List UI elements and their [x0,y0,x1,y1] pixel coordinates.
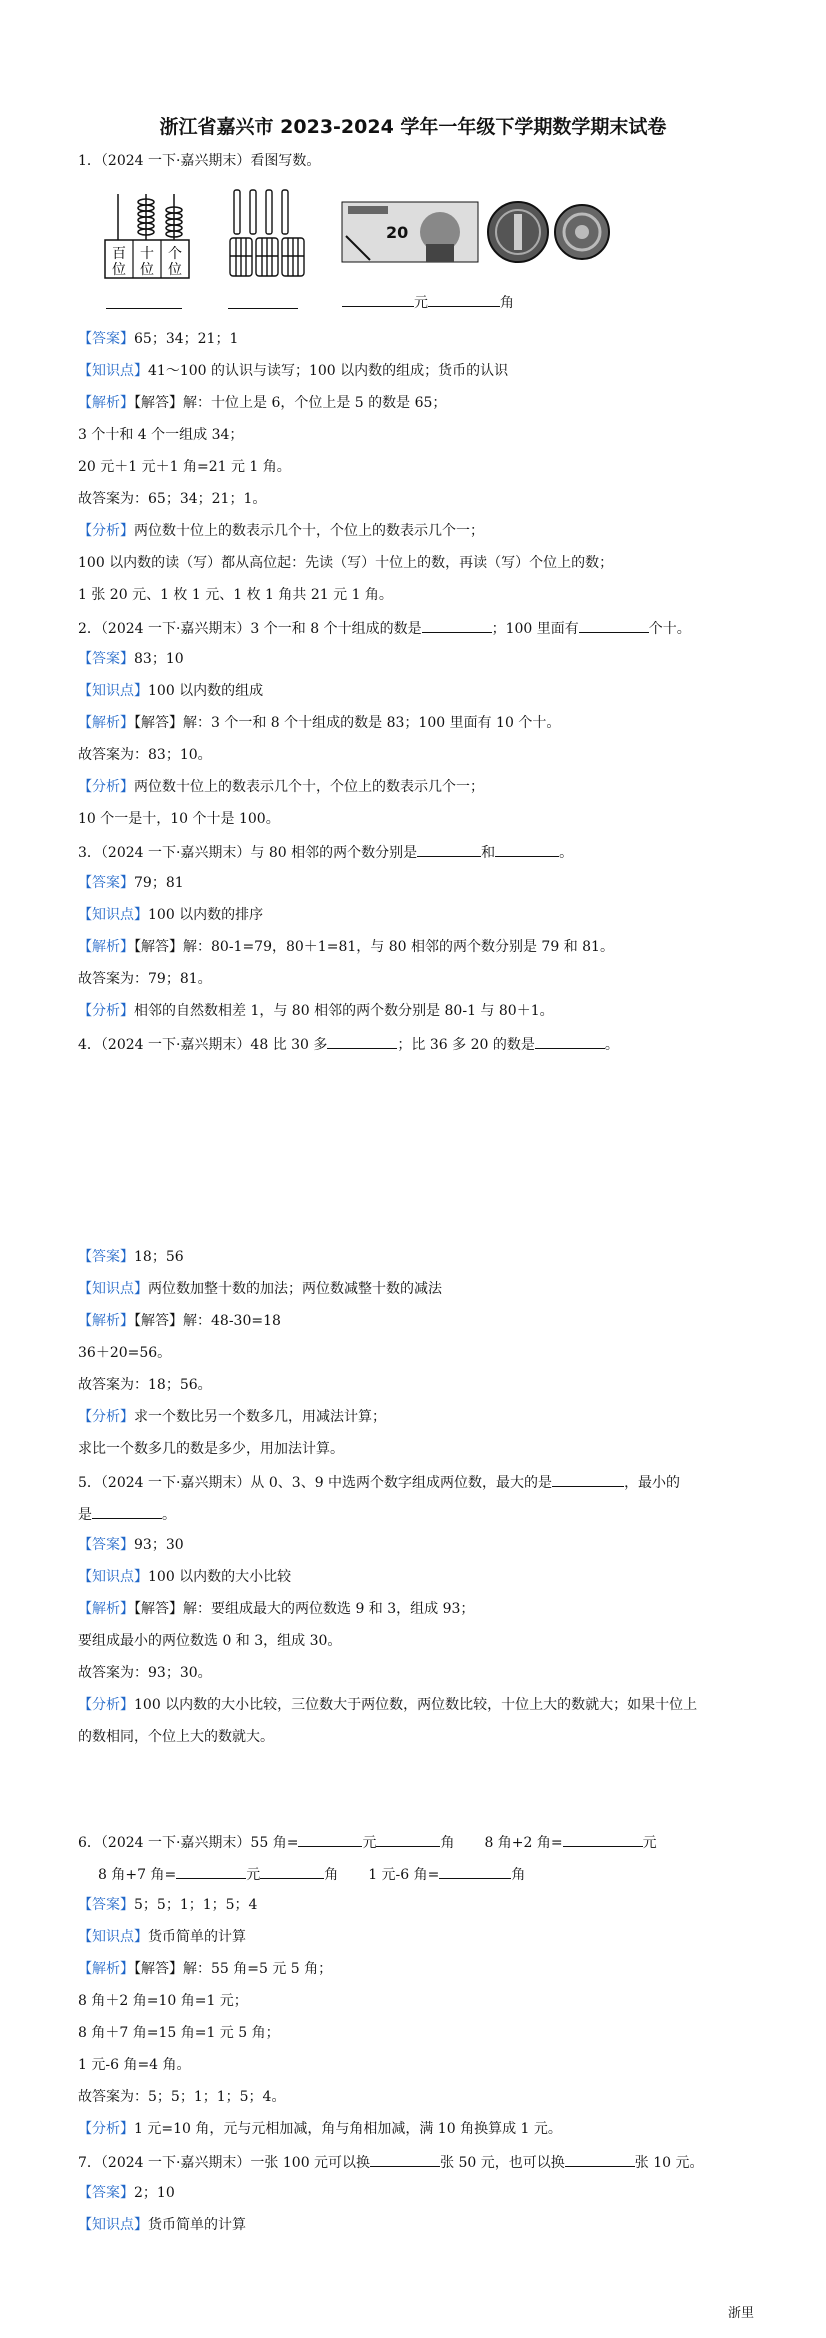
q4-line-1: 36＋20=56。 [78,1345,172,1361]
q7-knowledge-point: 【知识点】货币简单的计算 [78,2217,246,2233]
label-wei-1: 位 [112,262,126,278]
q5-blank-1[interactable] [552,1472,624,1487]
q6-analysis: 【分析】1 元=10 角，元与元相加减，角与角相加减，满 10 角换算成 1 元。 [78,2121,562,2137]
q1-line-4: 100 以内数的读（写）都从高位起：先读（写）十位上的数，再读（写）个位上的数； [78,555,614,571]
section-tag: 【解析】 [78,395,134,411]
q1-blank-jiao[interactable] [428,292,500,307]
q6-blank-1[interactable] [298,1832,362,1847]
q5-stem: 5．（2024 一下·嘉兴期末）从 0、3、9 中选两个数字组成两位数，最大的是 ，最小的 [78,1472,680,1492]
q2-knowledge-point: 【知识点】100 以内数的组成 [78,683,264,699]
section-tag: 【答案】 [78,1249,134,1265]
q3-analysis: 【分析】相邻的自然数相差 1，与 80 相邻的两个数分别是 80-1 与 80＋1。 [78,1003,554,1019]
page-footer: 浙里 [727,2306,754,2321]
q5-line-2: 故答案为：93；30。 [78,1665,212,1681]
section-tag: 【解析】 [78,1601,134,1617]
q5-answer: 【答案】93；30 [78,1537,184,1553]
q1-line-2: 20 元＋1 元＋1 角=21 元 1 角。 [78,459,291,475]
section-tag: 【知识点】 [78,1929,148,1945]
q4-line-3: 求比一个数多几的数是多少，用加法计算。 [78,1441,344,1457]
section-tag: 【分析】 [78,779,134,795]
q2-explanation: 【解析】【解答】解：3 个一和 8 个十组成的数是 83；100 里面有 10 个十。 [78,715,561,731]
q6-stem-cont: 8 角+7 角= 元 角 1 元-6 角= 角 [98,1864,525,1884]
q1-answer: 【答案】65；34；21；1 [78,331,239,347]
q1-stem: 1．（2024 一下·嘉兴期末）看图写数。 [78,153,321,169]
section-tag: 【答案】 [78,2185,134,2201]
section-tag: 【分析】 [78,1409,134,1425]
q5-line-3: 的数相同，个位上大的数就大。 [78,1729,274,1745]
q4-knowledge-point: 【知识点】两位数加整十数的加法；两位数减整十数的减法 [78,1281,442,1297]
label-bai: 百 [112,246,126,262]
q6-knowledge-point: 【知识点】货币简单的计算 [78,1929,246,1945]
q5-stem-cont: 是 。 [78,1504,176,1524]
money-figure [340,196,618,268]
q2-analysis: 【分析】两位数十位上的数表示几个十，个位上的数表示几个一； [78,779,484,795]
q7-answer: 【答案】2；10 [78,2185,175,2201]
q1-line-5: 1 张 20 元、1 枚 1 元、1 枚 1 角共 21 元 1 角。 [78,587,393,603]
q7-blank-1[interactable] [370,2152,440,2167]
section-tag: 【答案】 [78,1897,134,1913]
label-ge: 个 [168,246,182,262]
section-tag: 【解析】 [78,715,134,731]
q1-blank-abacus[interactable] [106,292,182,309]
q6-line-3: 1 元-6 角=4 角。 [78,2057,191,2073]
q3-blank-1[interactable] [417,842,481,857]
q2-line-2: 10 个一是十，10 个十是 100。 [78,811,280,827]
q5-analysis: 【分析】100 以内数的大小比较，三位数大于两位数，两位数比较，十位上大的数就大；如果十位上 [78,1697,698,1713]
section-tag: 【答案】 [78,651,134,667]
q1-line-3: 故答案为：65；34；21；1。 [78,491,267,507]
section-tag: 【知识点】 [78,683,148,699]
q6-blank-3[interactable] [563,1832,643,1847]
section-tag: 【分析】 [78,523,134,539]
q1-knowledge-point: 【知识点】41～100 的认识与读写；100 以内数的组成；货币的认识 [78,363,509,379]
q1-money-blanks: 元 角 [342,292,514,312]
q2-blank-1[interactable] [422,618,492,633]
q1-blank-sticks[interactable] [228,292,298,309]
q1-line-1: 3 个十和 4 个一组成 34； [78,427,244,443]
q4-answer: 【答案】18；56 [78,1249,184,1265]
q6-line-4: 故答案为：5；5；1；1；5；4。 [78,2089,286,2105]
q6-answer: 【答案】5；5；1；1；5；4 [78,1897,258,1913]
section-tag: 【知识点】 [78,907,148,923]
q7-blank-2[interactable] [565,2152,635,2167]
label-wei-3: 位 [168,262,182,278]
section-tag: 【解析】 [78,1961,134,1977]
q4-analysis: 【分析】求一个数比另一个数多几，用减法计算； [78,1409,386,1425]
q3-answer: 【答案】79；81 [78,875,184,891]
section-tag: 【分析】 [78,1003,134,1019]
q4-blank-2[interactable] [535,1034,605,1049]
q6-blank-4[interactable] [176,1864,246,1879]
section-tag: 【解析】 [78,1313,134,1329]
section-tag: 【知识点】 [78,1569,148,1585]
q3-blank-2[interactable] [495,842,559,857]
q3-explanation: 【解析】【解答】解：80-1=79，80＋1=81，与 80 相邻的两个数分别是 79 和 81。 [78,939,614,955]
label-shi: 十 [140,246,154,262]
section-tag: 【答案】 [78,875,134,891]
q1-blank-yuan[interactable] [342,292,414,307]
q2-answer: 【答案】83；10 [78,651,184,667]
q3-knowledge-point: 【知识点】100 以内数的排序 [78,907,264,923]
q6-blank-2[interactable] [376,1832,440,1847]
q1-analysis: 【分析】两位数十位上的数表示几个十，个位上的数表示几个一； [78,523,484,539]
q6-blank-6[interactable] [439,1864,511,1879]
section-tag: 【答案】 [78,1537,134,1553]
q5-line-1: 要组成最小的两位数选 0 和 3，组成 30。 [78,1633,342,1649]
section-tag: 【知识点】 [78,363,148,379]
q1-explanation: 【解析】【解答】解：十位上是 6，个位上是 5 的数是 65； [78,395,447,411]
q2-stem: 2．（2024 一下·嘉兴期末）3 个一和 8 个十组成的数是 ；100 里面有 个十。 [78,618,691,638]
q6-line-2: 8 角＋7 角=15 角=1 元 5 角； [78,2025,280,2041]
q5-blank-2[interactable] [92,1504,162,1519]
q4-stem: 4．（2024 一下·嘉兴期末）48 比 30 多 ；比 36 多 20 的数是 。 [78,1034,619,1054]
sticks-bundle-figure [228,186,310,278]
section-tag: 【知识点】 [78,2217,148,2233]
q4-blank-1[interactable] [327,1034,397,1049]
q4-explanation: 【解析】【解答】解：48-30=18 [78,1313,281,1329]
section-tag: 【解析】 [78,939,134,955]
svg-text:20: 20 [386,223,409,242]
q4-line-2: 故答案为：18；56。 [78,1377,212,1393]
q3-stem: 3．（2024 一下·嘉兴期末）与 80 相邻的两个数分别是 和 。 [78,842,573,862]
q2-blank-2[interactable] [579,618,649,633]
page-title: 浙江省嘉兴市 2023-2024 学年一年级下学期数学期末试卷 [159,116,667,138]
label-wei-2: 位 [140,262,154,278]
section-tag: 【分析】 [78,1697,134,1713]
q5-explanation: 【解析】【解答】解：要组成最大的两位数选 9 和 3，组成 93； [78,1601,475,1617]
q6-explanation: 【解析】【解答】解：55 角=5 元 5 角； [78,1961,333,1977]
q6-stem: 6．（2024 一下·嘉兴期末）55 角= 元 角 8 角+2 角= 元 [78,1832,657,1852]
q5-knowledge-point: 【知识点】100 以内数的大小比较 [78,1569,292,1585]
section-tag: 【答案】 [78,331,134,347]
q3-line-1: 故答案为：79；81。 [78,971,212,987]
section-tag: 【分析】 [78,2121,134,2137]
q2-line-1: 故答案为：83；10。 [78,747,212,763]
q6-blank-5[interactable] [260,1864,324,1879]
q7-stem: 7．（2024 一下·嘉兴期末）一张 100 元可以换 张 50 元，也可以换 张 10 元。 [78,2152,704,2172]
abacus-beads [138,199,182,237]
abacus-figure [104,184,190,280]
section-tag: 【知识点】 [78,1281,148,1297]
q6-line-1: 8 角＋2 角=10 角=1 元； [78,1993,248,2009]
